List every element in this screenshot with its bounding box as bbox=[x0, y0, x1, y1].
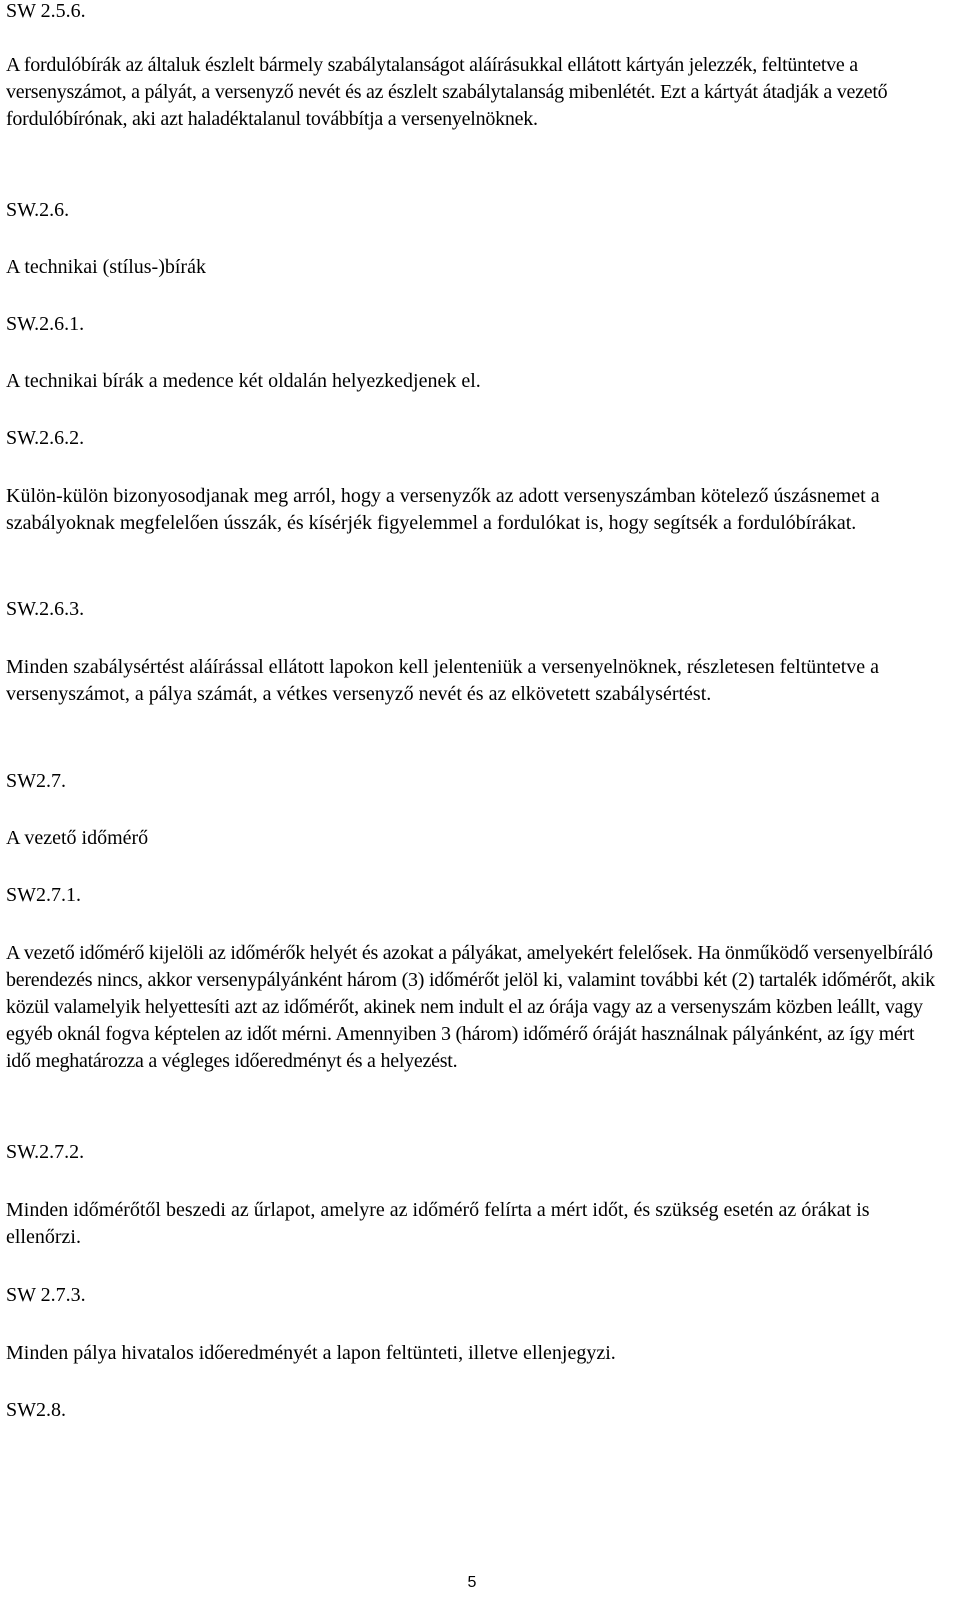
section-number-sw-2-6-3: SW.2.6.3. bbox=[6, 598, 85, 620]
section-number-sw-2-6: SW.2.6. bbox=[6, 199, 70, 221]
section-number-sw-2-6-1: SW.2.6.1. bbox=[6, 313, 85, 335]
section-number-sw2-8: SW2.8. bbox=[6, 1399, 66, 1421]
section-number-sw-2-7-3: SW 2.7.3. bbox=[6, 1284, 86, 1306]
section-number-sw-2-5-6: SW 2.5.6. bbox=[6, 0, 86, 22]
paragraph-sw-2-7-2: Minden időmérőtől beszedi az űrlapot, amelyre az időmérő felírta a mért időt, és szükség esetén az órákat is ellenőrzi. bbox=[6, 1199, 870, 1248]
paragraph-sw-2-6-1: A technikai bírák a medence két oldalán helyezkedjenek el. bbox=[6, 370, 481, 392]
section-title-technical-judges: A technikai (stílus-)bírák bbox=[6, 256, 206, 278]
paragraph-sw-2-5-6: A fordulóbírák az általuk észlelt bármely szabálytalanságot aláírásukkal ellátott kártyán jelezzék, feltüntetve a versenyszámot, a pályát, a versenyző nevét és az észlelt szabálytalanság mibenlétét. Ezt a kártyát átadják a vezető fordulóbírónak, aki azt haladéktalanul továbbítja a versenyelnöknek. bbox=[6, 54, 888, 130]
section-number-sw2-7-1: SW2.7.1. bbox=[6, 884, 81, 906]
paragraph-sw2-7-1: A vezető időmérő kijelöli az időmérők helyét és azokat a pályákat, amelyekért felelősek. Ha önműködő versenyelbíráló berendezés nincs, akkor versenypályánként három (3) időmérőt jelöl ki, valamint további két (2) tartalék időmérőt, akik közül valamelyik helyettesíti azt az időmérőt, akinek nem indult el az órája vagy az a versenyszám közben leállt, vagy egyéb oknál fogva képtelen az időt mérni. Amennyiben 3 (három) időmérő óráját használnak pályánként, az így mért idő meghatározza a végleges időeredményt és a helyezést. bbox=[6, 942, 935, 1072]
section-number-sw-2-7-2: SW.2.7.2. bbox=[6, 1141, 85, 1163]
section-number-sw2-7: SW2.7. bbox=[6, 770, 66, 792]
section-title-chief-timekeeper: A vezető időmérő bbox=[6, 827, 149, 849]
paragraph-sw-2-6-2: Külön-külön bizonyosodjanak meg arról, hogy a versenyzők az adott versenyszámban kötelező úszásnemet a szabályoknak megfelelően ússzák, és kísérjék figyelemmel a fordulókat is, hogy segítsék a fordulóbírákat. bbox=[6, 485, 880, 534]
section-number-sw-2-6-2: SW.2.6.2. bbox=[6, 427, 85, 449]
paragraph-sw-2-6-3: Minden szabálysértést aláírással ellátott lapokon kell jelenteniük a versenyelnöknek, részletesen feltüntetve a versenyszámot, a pálya számát, a vétkes versenyző nevét és az elkövetett szabálysértést. bbox=[6, 656, 880, 705]
page-number: 5 bbox=[467, 1574, 477, 1591]
paragraph-sw-2-7-3: Minden pálya hivatalos időeredményét a lapon feltünteti, illetve ellenjegyzi. bbox=[6, 1342, 616, 1364]
